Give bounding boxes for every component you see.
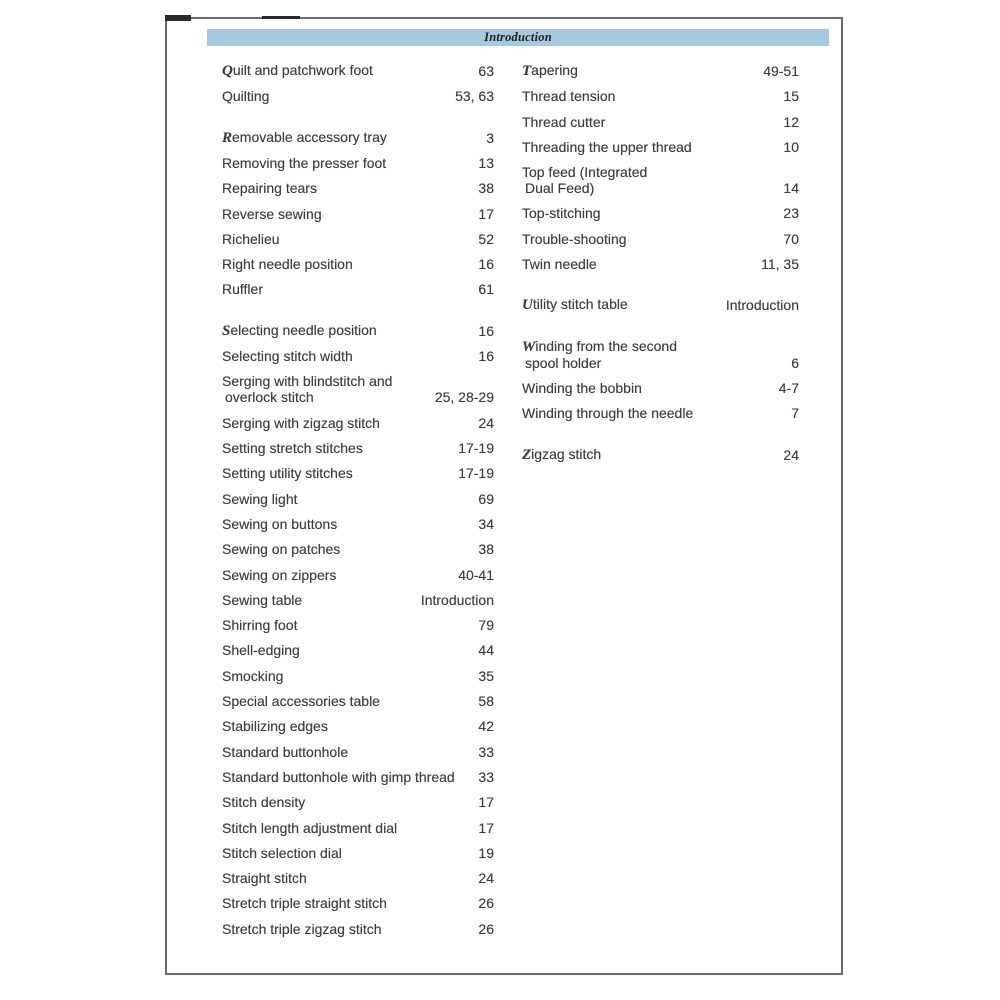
entry-label (222, 373, 427, 405)
entry-label (222, 567, 450, 583)
entry-line: Shirring foot (222, 617, 298, 634)
entry-label (222, 870, 470, 886)
index-column-right (522, 62, 799, 487)
entry-line: Standard buttonhole with gimp thread (222, 768, 455, 785)
index-entry (222, 465, 494, 481)
manual-index-page (165, 17, 843, 975)
entry-page-number: 42 (478, 718, 494, 735)
entry-page-number: Introduction (725, 297, 799, 314)
entry-label (222, 845, 470, 861)
entry-page-number: 24 (783, 446, 799, 463)
entry-line: Trouble-shooting (522, 230, 627, 247)
entry-line: Setting stretch stitches (222, 440, 363, 457)
entry-label (222, 155, 470, 171)
entry-page-number: 13 (478, 154, 494, 171)
index-entry (222, 256, 494, 272)
entry-line: Serging with blindstitch and (222, 373, 393, 390)
index-entry (222, 794, 494, 810)
entry-line: Top feed (Integrated (522, 164, 648, 181)
section-initial-letter: W (522, 338, 536, 355)
entry-line: Threading the upper thread (522, 138, 692, 155)
entry-label (222, 541, 470, 557)
index-entry (222, 642, 494, 658)
entry-label (522, 114, 775, 130)
index-entry (222, 820, 494, 836)
index-entry (222, 769, 494, 785)
index-entry (522, 164, 799, 196)
entry-page-number: 17 (478, 205, 494, 222)
entry-line: Serging with zigzag stitch (222, 414, 380, 431)
index-entry (222, 440, 494, 456)
entry-line: Straight stitch (222, 870, 307, 887)
entry-line: Sewing on zippers (222, 566, 337, 583)
entry-label (222, 415, 470, 431)
index-entry (522, 88, 799, 104)
index-entry (222, 744, 494, 760)
index-entry (222, 617, 494, 633)
entry-line: Dual Feed) (525, 180, 595, 197)
index-entry (222, 88, 494, 104)
entry-line: Sewing light (222, 490, 298, 507)
entry-line: Removing the presser foot (222, 154, 387, 171)
entry-page-number: 17-19 (458, 440, 494, 457)
section-initial-letter: Z (522, 446, 532, 463)
entry-label (522, 88, 775, 104)
entry-label (522, 405, 783, 421)
index-entry (222, 592, 494, 608)
index-entry (222, 491, 494, 507)
entry-label (222, 744, 470, 760)
entry-line: Sewing on buttons (222, 515, 338, 532)
entry-page-number: 63 (478, 63, 494, 79)
entry-line: Selecting needle position (222, 321, 377, 339)
entry-line: Stitch selection dial (222, 844, 342, 861)
entry-page-number: 12 (783, 113, 799, 130)
entry-line: Winding the bobbin (522, 380, 642, 397)
entry-line: Sewing on patches (222, 541, 341, 558)
index-entry (222, 322, 494, 339)
page-title: Introduction (484, 30, 552, 44)
section-initial-letter: U (522, 297, 533, 314)
entry-page-number: 19 (478, 844, 494, 861)
entry-page-number: 3 (486, 129, 494, 146)
index-entry (222, 693, 494, 709)
entry-label (222, 348, 470, 364)
entry-line: Richelieu (222, 230, 280, 247)
entry-line: Stretch triple zigzag stitch (222, 920, 382, 937)
entry-page-number: 7 (791, 405, 799, 422)
entry-page-number: 40-41 (458, 566, 494, 583)
index-entry (522, 205, 799, 221)
entry-line: Smocking (222, 667, 284, 684)
entry-line: Sewing table (222, 591, 303, 608)
entry-label (522, 139, 775, 155)
entry-page-number: 26 (478, 920, 494, 937)
entry-label (522, 231, 775, 247)
scan-artifact (262, 16, 300, 19)
index-entry (222, 668, 494, 684)
entry-page-number: 79 (478, 617, 494, 634)
entry-line: Removable accessory tray (222, 128, 387, 146)
entry-page-number: 25, 28-29 (434, 389, 494, 406)
index-entry (222, 348, 494, 364)
entry-line: Setting utility stitches (222, 465, 353, 482)
entry-page-number: 58 (478, 693, 494, 710)
index-group (522, 296, 799, 313)
entry-label (222, 693, 470, 709)
index-entry (222, 231, 494, 247)
entry-label (222, 895, 470, 911)
entry-label (222, 129, 478, 146)
index-entry (522, 296, 799, 313)
entry-page-number: 33 (478, 743, 494, 760)
entry-page-number: 70 (783, 230, 799, 247)
entry-line: overlock stitch (225, 389, 314, 406)
index-entry (222, 567, 494, 583)
index-entry (222, 180, 494, 196)
entry-page-number: 17 (478, 794, 494, 811)
entry-label (222, 322, 470, 339)
index-entry (222, 845, 494, 861)
scan-artifact (165, 15, 191, 21)
entry-label (522, 338, 783, 371)
entry-label (222, 769, 470, 785)
entry-label (522, 296, 718, 313)
entry-page-number: 69 (478, 490, 494, 507)
entry-page-number: 38 (478, 541, 494, 558)
section-initial-letter: R (222, 129, 233, 146)
index-entry (522, 380, 799, 396)
index-entry (222, 281, 494, 297)
header-bar (207, 29, 829, 46)
entry-line: Thread cutter (522, 113, 606, 130)
entry-line: Twin needle (522, 256, 597, 273)
index-group (522, 338, 799, 422)
entry-line: Zigzag stitch (522, 445, 602, 463)
index-entry (222, 718, 494, 734)
entry-page-number: 49-51 (763, 63, 799, 79)
entry-page-number: 23 (783, 205, 799, 222)
index-entry (222, 155, 494, 171)
entry-page-number: 4-7 (778, 380, 799, 397)
index-entry (522, 446, 799, 463)
entry-page-number: 38 (478, 180, 494, 197)
entry-line: Stitch density (222, 794, 306, 811)
entry-page-number: 53, 63 (455, 88, 494, 105)
entry-line: Stabilizing edges (222, 718, 328, 735)
index-column-left (222, 62, 494, 961)
entry-label (222, 668, 470, 684)
entry-label (522, 380, 771, 396)
entry-label (222, 281, 470, 297)
entry-line: Right needle position (222, 256, 353, 273)
entry-line: Utility stitch table (522, 296, 628, 314)
entry-line: Stitch length adjustment dial (222, 819, 398, 836)
entry-page-number: 16 (478, 256, 494, 273)
entry-page-number: 17 (478, 819, 494, 836)
index-group (522, 446, 799, 463)
entry-page-number: 14 (783, 180, 799, 197)
entry-label (222, 516, 470, 532)
entry-label (222, 465, 450, 481)
entry-page-number: 10 (783, 138, 799, 155)
entry-page-number: 33 (478, 768, 494, 785)
index-group (222, 62, 494, 104)
entry-label (522, 164, 775, 196)
entry-label (222, 794, 470, 810)
entry-page-number: 44 (478, 642, 494, 659)
entry-line: Selecting stitch width (222, 348, 353, 365)
entry-line: Tapering (522, 62, 578, 79)
entry-label (222, 642, 470, 658)
entry-line: Thread tension (522, 88, 616, 105)
index-group (222, 129, 494, 298)
index-entry (222, 516, 494, 532)
entry-page-number: 61 (478, 281, 494, 298)
entry-line: Winding through the needle (522, 405, 694, 422)
entry-label (222, 231, 470, 247)
entry-label (222, 592, 413, 608)
index-entry (222, 895, 494, 911)
entry-label (522, 446, 775, 463)
entry-page-number: 16 (478, 348, 494, 365)
index-group (522, 62, 799, 272)
entry-label (222, 256, 470, 272)
entry-label (222, 718, 470, 734)
entry-line: Standard buttonhole (222, 743, 349, 760)
entry-line: Reverse sewing (222, 205, 322, 222)
entry-page-number: 24 (478, 414, 494, 431)
entry-page-number: 52 (478, 230, 494, 247)
entry-label (522, 256, 753, 272)
entry-page-number: 26 (478, 895, 494, 912)
entry-label (222, 440, 450, 456)
entry-label (522, 205, 775, 221)
entry-label (522, 62, 755, 79)
entry-line: Top-stitching (522, 205, 601, 222)
index-entry (222, 415, 494, 431)
entry-line: Shell-edging (222, 642, 300, 659)
entry-page-number: 11, 35 (761, 256, 799, 273)
entry-line: spool holder (525, 354, 602, 371)
entry-page-number: 17-19 (458, 465, 494, 482)
index-entry (222, 129, 494, 146)
entry-label (222, 62, 470, 79)
entry-label (222, 491, 470, 507)
entry-page-number: 16 (478, 322, 494, 339)
entry-page-number: 34 (478, 515, 494, 532)
entry-label (222, 921, 470, 937)
entry-line: Ruffler (222, 281, 263, 298)
index-entry (522, 405, 799, 421)
index-entry (522, 338, 799, 371)
entry-line: Quilt and patchwork foot (222, 62, 373, 79)
index-entry (222, 541, 494, 557)
entry-line: Special accessories table (222, 693, 380, 710)
index-entry (222, 870, 494, 886)
entry-page-number: Introduction (420, 591, 494, 608)
section-initial-letter: Q (222, 63, 233, 79)
index-entry (222, 373, 494, 405)
index-entry (522, 62, 799, 79)
index-entry (222, 921, 494, 937)
index-entry (522, 231, 799, 247)
entry-page-number: 15 (783, 88, 799, 105)
index-entry (522, 256, 799, 272)
index-entry (222, 206, 494, 222)
entry-label (222, 617, 470, 633)
section-initial-letter: S (222, 322, 231, 339)
entry-line: Stretch triple straight stitch (222, 895, 387, 912)
index-group (222, 322, 494, 937)
index-entry (522, 114, 799, 130)
section-initial-letter: T (522, 63, 532, 79)
entry-page-number: 6 (791, 354, 799, 371)
entry-label (222, 180, 470, 196)
index-entry (222, 62, 494, 79)
entry-label (222, 88, 447, 104)
entry-line: Winding from the second (522, 337, 677, 355)
entry-line: Repairing tears (222, 180, 317, 197)
entry-page-number: 24 (478, 870, 494, 887)
entry-page-number: 35 (478, 667, 494, 684)
entry-line: Quilting (222, 88, 270, 105)
index-entry (522, 139, 799, 155)
entry-label (222, 206, 470, 222)
entry-label (222, 820, 470, 836)
